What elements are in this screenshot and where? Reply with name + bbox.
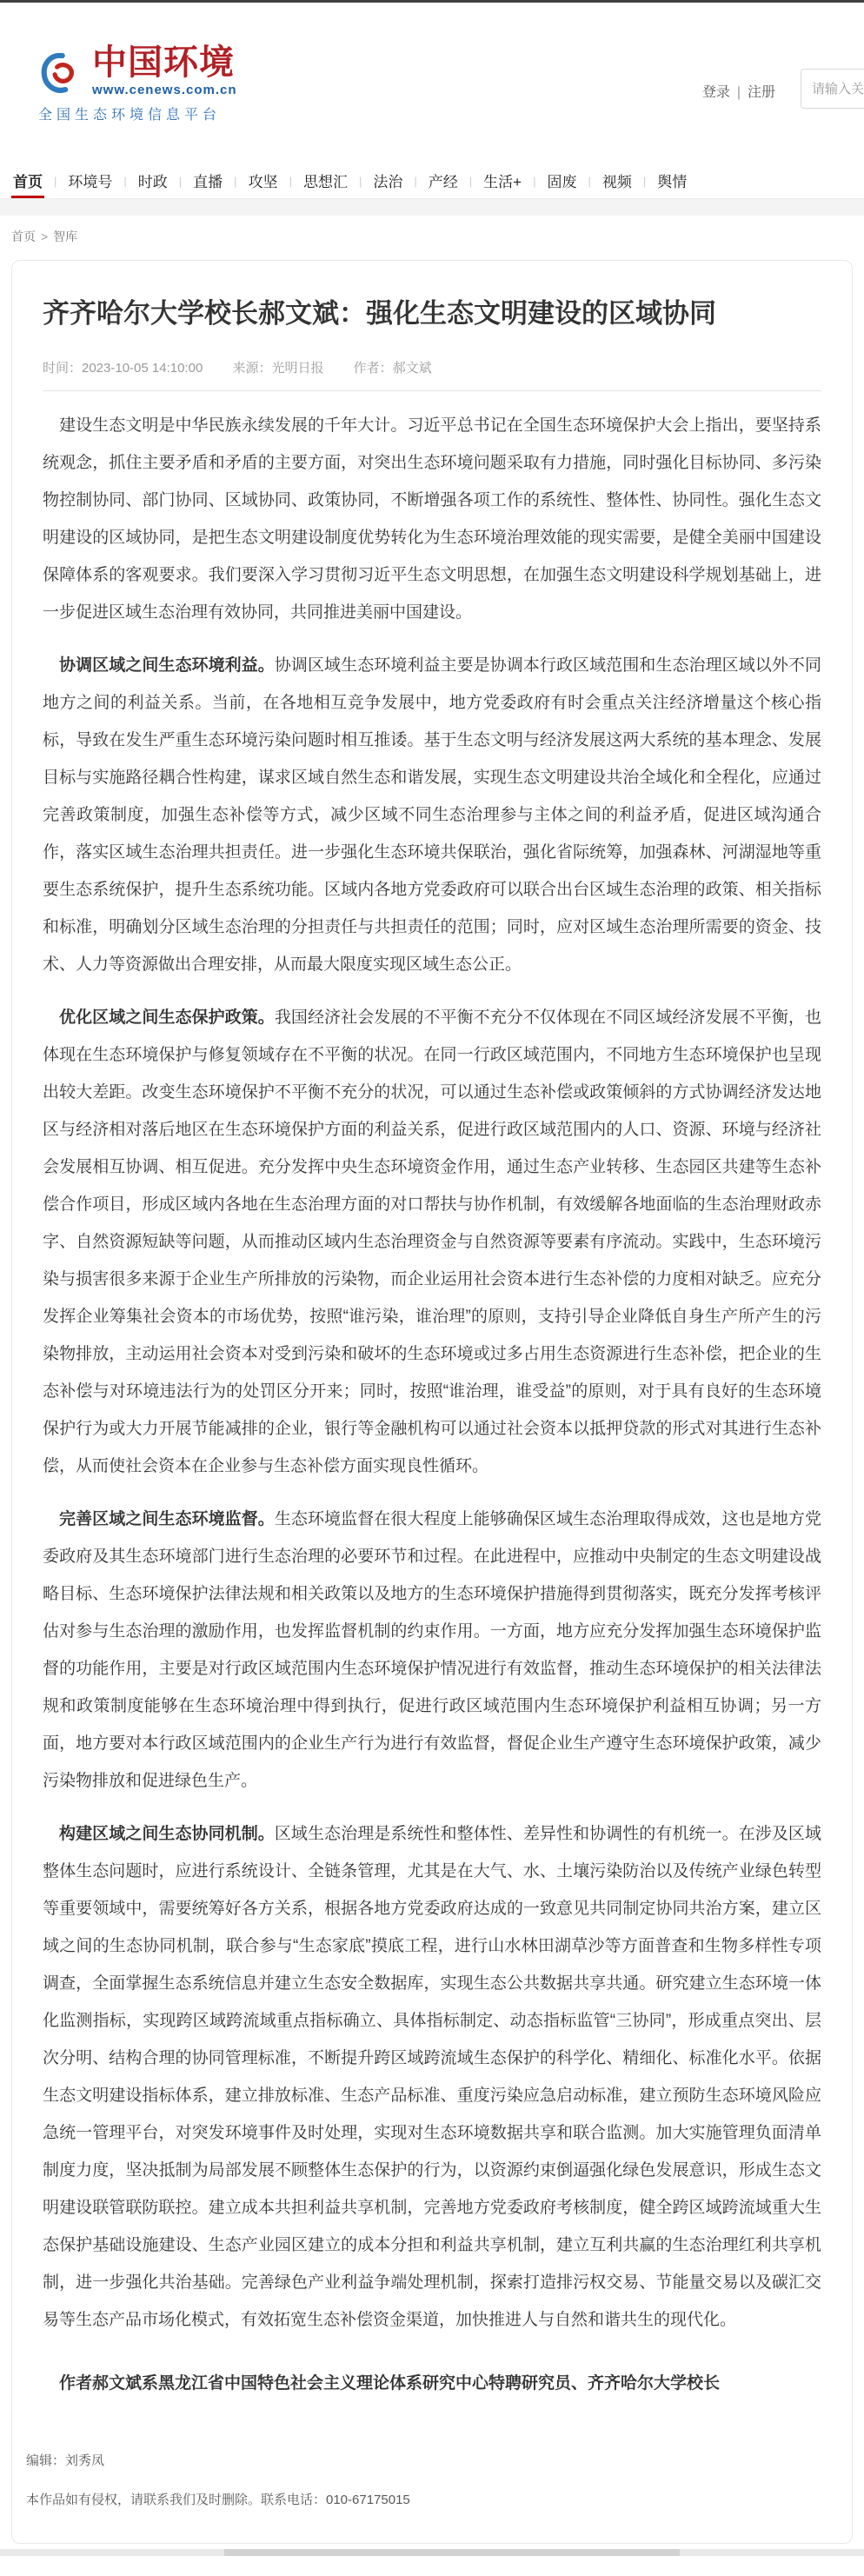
logo-tagline: 全国生态环境信息平台: [38, 108, 222, 123]
nav-item-shenghuo[interactable]: 生活+: [483, 174, 522, 190]
logo-url: www.cenews.com.cn: [92, 83, 237, 97]
editor-line: 编辑：刘秀凤: [26, 2453, 105, 2468]
article-body: [43, 407, 821, 2402]
paragraph-text: 建设生态文明是中华民族永续发展的千年大计。习近平总书记在全国生态环境保护大会上指出，要坚持系统观念，抓住主要矛盾和矛盾的主要方面，对突出生态环境问题采取有力措施，同时强化目标协同、多污染物控制协同、部门协同、区域协同、政策协同，不断增强各项工作的系统性、整体性、协同性。强化生态文明建设的区域协同，是把生态文明建设制度优势转化为生态环境治理效能的现实需要，是健全美丽中国建设保障体系的客观要求。我们要深入学习贯彻习近平生态文明思想，在加强生态文明建设科学规划基础上，进一步促进区域生态治理有效协同，共同推进美丽中国建设。: [43, 416, 821, 622]
nav-separator: |: [123, 174, 127, 188]
page-footer-bar-segment: [224, 2549, 680, 2556]
paragraph-lead: 协调区域之间生态环境利益。: [59, 656, 275, 675]
article-paragraph: [43, 1815, 821, 2339]
nav-item-home[interactable]: 首页: [11, 163, 44, 198]
site-header: [0, 0, 864, 163]
login-link[interactable]: 登录: [701, 85, 730, 100]
breadcrumb-separator: >: [41, 230, 49, 243]
nav-item-yuqing[interactable]: 舆情: [657, 174, 688, 190]
nav-separator: |: [178, 174, 183, 188]
nav-item-sixianghui[interactable]: 思想汇: [302, 174, 348, 190]
nav-separator: |: [469, 174, 473, 188]
article-author: 作者：郝文斌: [353, 361, 432, 376]
copyright-disclaimer: 本作品如有侵权，请联系我们及时删除。联系电话：010-67175015: [26, 2493, 410, 2507]
article-paragraph: [43, 999, 821, 1485]
nav-item-gongjian[interactable]: 攻坚: [248, 174, 278, 190]
search-input[interactable]: [801, 69, 864, 109]
nav-item-shipin[interactable]: 视频: [601, 174, 632, 190]
paragraph-lead: 构建区域之间生态协同机制。: [59, 1825, 275, 1843]
article-title: 齐齐哈尔大学校长郝文斌：强化生态文明建设的区域协同: [43, 298, 716, 329]
article-paragraph: [43, 647, 821, 983]
breadcrumb-current[interactable]: 智库: [53, 230, 78, 243]
article-time: 时间：2023-10-05 14:10:00: [43, 361, 203, 376]
nav-separator: |: [358, 174, 362, 188]
nav-item-chanjing[interactable]: 产经: [428, 174, 458, 190]
nav-item-gufei[interactable]: 固废: [547, 174, 577, 190]
logo-title: 中国环境: [92, 43, 235, 82]
nav-separator: |: [588, 174, 591, 188]
article-meta: [43, 358, 821, 391]
paragraph-text: 生态环境监督在很大程度上能够确保区域生态治理取得成效，这也是地方党委政府及其生态环境部门进行生态治理的必要环节和过程。在此进程中，应推动中央制定的生态文明建设战略目标、生态环境保护法律法规和相关政策以及地方的生态环境保护措施得到贯彻落实，既充分发挥考核评估对参与生态治理的激励作用，也发挥监督机制的约束作用。一方面，地方应充分发挥加强生态环境保护监督的功能作用，主要是对行政区域范围内生态环境保护情况进行有效监督，推动生态环境保护的相关法律法规和政策制度能够在生态环境治理中得到执行，促进行政区域范围内生态环境保护利益相互协调；另一方面，地方要对本行政区域范围内的企业生产行为进行有效监督，督促企业生产遵守生态环境保护政策，减少污染物排放和促进绿色生产。: [43, 1510, 821, 1790]
breadcrumb: [0, 216, 864, 256]
main-nav: [0, 163, 864, 198]
article-paragraph: [43, 1501, 821, 1800]
paragraph-lead: 优化区域之间生态保护政策。: [59, 1008, 275, 1027]
article-footer: [26, 2451, 838, 2508]
site-logo[interactable]: [38, 44, 238, 123]
nav-separator: |: [234, 174, 237, 188]
paragraph-text: 我国经济社会发展的不平衡不充分不仅体现在不同区域经济发展不平衡，也体现在生态环境保护与修复领域存在不平衡的状况。在同一行政区域范围内，不同地方生态环境保护也呈现出较大差距。改变生态环境保护不平衡不充分的状况，可以通过生态补偿或政策倾斜的方式协调经济发达地区与经济相对落后地区在生态环境保护方面的利益关系，促进行政区域范围内的人口、资源、环境与经济社会发展相互协调、相互促进。充分发挥中央生态环境资金作用，通过生态产业转移、生态园区共建等生态补偿合作项目，形成区域内各地在生态治理方面的对口帮扶与协作机制，有效缓解各地面临的生态治理财政赤字、自然资源短缺等问题，从而推动区域内生态治理资金与自然资源等要素有序流动。实践中，生态环境污染与损害很多来源于企业生产所排放的污染物，而企业运用社会资本进行生态补偿的力度相对缺乏。应充分发挥企业筹集社会资本的市场优势，按照“谁污染，谁治理”的原则，支持引导企业降低自身生产所产生的污染物排放，主动运用社会资本对受到污染和破坏的生态环境或过多占用生态资源进行生态补偿，把企业的生态补偿与对环境违法行为的处罚区分开来；同时，按照“谁治理，谁受益”的原则，对于具有良好的生态环境保护行为或大力开展节能减排的企业，银行等金融机构可以通过社会资本以抵押贷款的形式对其进行生态补偿，从而使社会资本在企业参与生态补偿方面实现良性循环。: [43, 1008, 821, 1475]
nav-item-fazhi[interactable]: 法治: [373, 174, 403, 190]
account-links: [702, 81, 775, 101]
register-link[interactable]: 注册: [747, 85, 775, 100]
nav-item-shizheng[interactable]: 时政: [137, 174, 168, 190]
article-paragraph: [43, 407, 821, 631]
paragraph-lead: 完善区域之间生态环境监督。: [59, 1510, 275, 1528]
nav-bottom-strip: [0, 198, 864, 216]
nav-item-huanjinghao[interactable]: 环境号: [68, 174, 113, 190]
breadcrumb-home-link[interactable]: 首页: [11, 230, 36, 243]
page-footer-bar: [0, 2549, 864, 2556]
paragraph-text: 区域生态治理是系统性和整体性、差异性和协调性的有机统一。在涉及区域整体生态问题时，应进行系统设计、全链条管理，尤其是在大气、水、土壤污染防治以及传统产业绿色转型等重要领域中，需要统筹好各方关系，根据各地方党委政府达成的一致意见共同制定协同共治方案，建立区域之间的生态协同机制，联合参与“生态家底”摸底工程，进行山水林田湖草沙等方面普查和生物多样性专项调查，全面掌握生态系统信息并建立生态安全数据库，实现生态公共数据共享共通。研究建立生态环境一体化监测指标，实现跨区域跨流域重点指标确立、具体指标制定、动态指标监管“三协同”，形成重点突出、层次分明、结构合理的协同管理标准，不断提升跨区域跨流域生态保护的科学化、精细化、标准化水平。依据生态文明建设指标体系，建立排放标准、生态产品标准、重度污染应急启动标准，建立预防生态环境风险应急统一管理平台，对突发环境事件及时处理，实现对生态环境数据共享和联合监测。加大实施管理负面清单制度力度，坚决抵制为局部发展不顾整体生态保护的行为，以资源约束倒逼强化绿色发展意识，形成生态文明建设联管联防联控。建立成本共担利益共享机制，完善地方党委政府考核制度，健全跨区域跨流域重大生态保护基础设施建设、生态产业园区建立的成本分担和利益共享机制，建立互利共赢的生态治理红利共享机制，进一步强化共治基础。完善绿色产业利益争端处理机制，探索打造排污权交易、节能量交易以及碳汇交易等生态产品市场化模式，有效拓宽生态补偿资金渠道，加快推进人与自然和谐共生的现代化。: [43, 1825, 821, 2329]
logo-swirl-icon: [38, 49, 83, 97]
nav-separator: |: [54, 174, 57, 188]
article-byline: 作者郝文斌系黑龙江省中国特色社会主义理论体系研究中心特聘研究员、齐齐哈尔大学校长: [59, 2374, 721, 2393]
nav-separator: |: [414, 174, 417, 188]
paragraph-text: 协调区域生态环境利益主要是协调本行政区域范围和生态治理区域以外不同地方之间的利益关系。当前，在各地相互竞争发展中，地方党委政府有时会重点关注经济增量这个核心指标，导致在发生严重生态环境污染问题时相互推诿。基于生态文明与经济发展这两大系统的基本理念、发展目标与实施路径耦合性构建，谋求区域自然生态和谐发展，实现生态文明建设共治全域化和全程化，应通过完善政策制度，加强生态补偿等方式，减少区域不同生态治理参与主体之间的利益矛盾，促进区域沟通合作，落实区域生态治理共担责任。进一步强化生态环境共保联治，强化省际统筹，加强森林、河湖湿地等重要生态系统保护，提升生态系统功能。区域内各地方党委政府可以联合出台区域生态治理的政策、相关指标和标准，明确划分区域生态治理的分担责任与共担责任的范围；同时，应对区域生态治理所需要的资金、技术、人力等资源做出合理安排，从而最大限度实现区域生态公正。: [43, 656, 821, 974]
account-divider: |: [736, 85, 741, 100]
nav-separator: |: [642, 174, 647, 188]
nav-separator: |: [289, 174, 292, 188]
article-source: 来源：光明日报: [232, 361, 324, 376]
article-card: [11, 260, 853, 2544]
nav-item-zhibo[interactable]: 直播: [193, 174, 223, 190]
nav-separator: |: [533, 174, 536, 188]
